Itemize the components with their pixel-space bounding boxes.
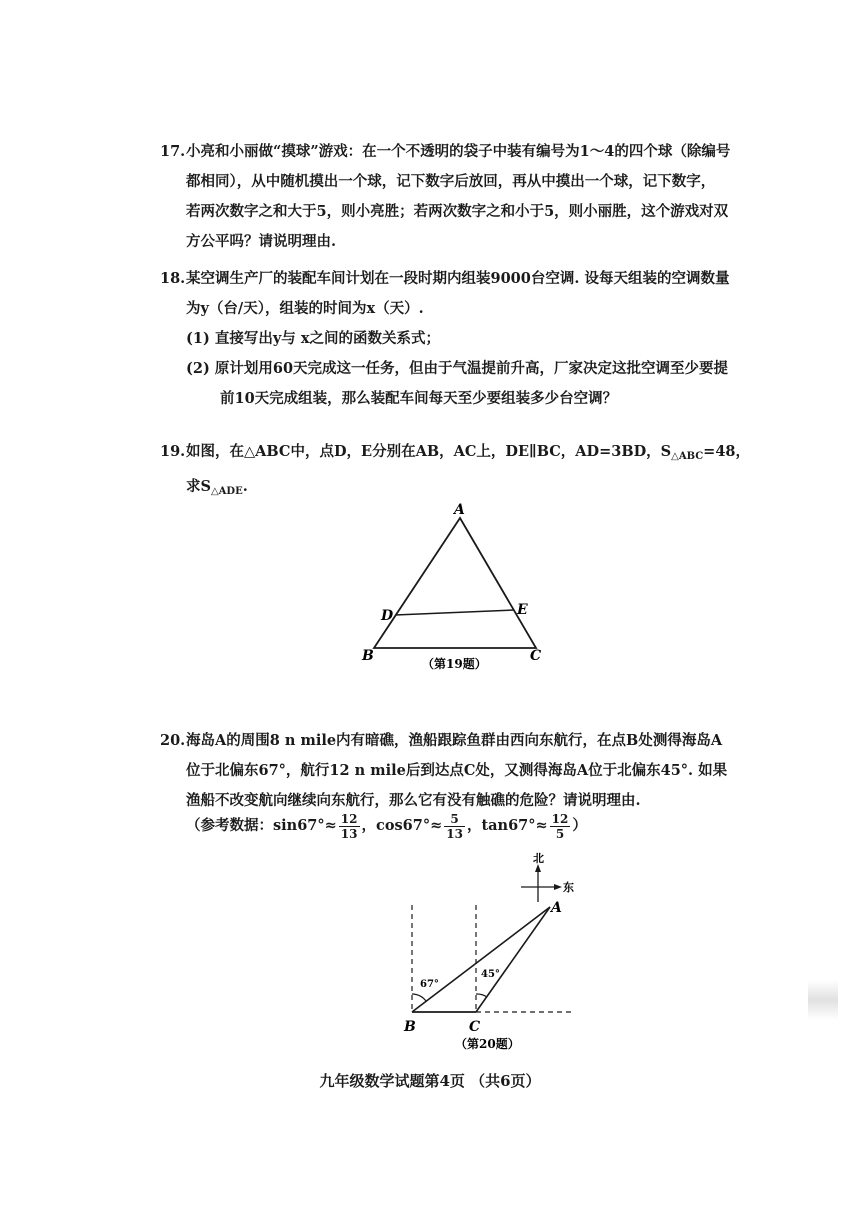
label-b: B — [404, 1019, 416, 1035]
question-18 — [160, 264, 760, 414]
question-text: 如图，在△ABC中，点D，E分别在AB，AC上，DE∥BC，AD=3BD，S — [186, 443, 672, 460]
question-text: 为y（台/天），组装的时间为x（天）. — [186, 300, 424, 317]
angle-arc-c — [476, 994, 487, 997]
question-number: 18. — [160, 270, 186, 287]
east-label: 东 — [563, 881, 574, 894]
sub-question-2-cont: 前10天完成组装，那么装配车间每天至少要组装多少台空调？ — [220, 390, 618, 407]
question-text: 海岛A的周围8 n mile内有暗礁，渔船跟踪鱼群由西向东航行，在点B处测得海岛A — [186, 732, 723, 749]
angle-b-label: 67° — [420, 979, 439, 990]
question-text: . — [242, 478, 248, 495]
fraction-tan: $\frac{12}{5}$ — [551, 811, 569, 841]
figure-19 — [350, 500, 560, 680]
reference-tan: ，tan67°≈ — [466, 817, 548, 834]
reference-prefix: （参考数据：sin67°≈ — [186, 817, 337, 834]
question-19 — [160, 437, 760, 507]
reference-cos: ，cos67°≈ — [361, 817, 443, 834]
question-text: 小亮和小丽做“摸球”游戏：在一个不透明的袋子中装有编号为1～4的四个球（除编号 — [186, 143, 731, 160]
question-text: =48， — [703, 443, 750, 460]
label-d: D — [381, 608, 394, 624]
question-text: 若两次数字之和大于5，则小亮胜；若两次数字之和小于5，则小丽胜，这个游戏对双 — [186, 203, 729, 220]
sub-question-2: (2) 原计划用60天完成这一任务，但由于气温提前升高，厂家决定这批空调至少要提 — [186, 360, 729, 377]
question-text: 位于北偏东67°，航行12 n mile后到达点C处，又测得海岛A位于北偏东45°. 如果 — [186, 762, 728, 779]
angle-arc-b — [412, 994, 426, 1001]
label-c: C — [530, 648, 542, 664]
triangle-abc — [374, 518, 536, 648]
label-b: B — [362, 648, 374, 664]
page-footer: 九年级数学试题第4页 （共6页） — [319, 1072, 541, 1090]
question-text: 渔船不改变航向继续向东航行，那么它有没有触礁的危险？请说明理由. — [186, 792, 641, 809]
north-label: 北 — [533, 852, 544, 865]
fraction-cos: $\frac{5}{13}$ — [446, 811, 463, 841]
sub-question-1: (1) 直接写出y与 x之间的函数关系式； — [186, 330, 440, 347]
subscript: △ABC — [671, 451, 704, 462]
question-17 — [160, 137, 760, 257]
question-text: 某空调生产厂的装配车间计划在一段时期内组装9000台空调. 设每天组装的空调数量 — [186, 270, 730, 287]
segment-de — [395, 610, 514, 615]
scan-artifact — [808, 980, 838, 1020]
reference-data — [186, 808, 786, 844]
question-number: 17. — [160, 143, 186, 160]
question-text: 方公平吗？请说明理由. — [186, 233, 337, 250]
reference-suffix: ） — [572, 817, 587, 834]
question-20 — [160, 726, 760, 816]
segment-ca — [476, 907, 550, 1012]
compass-icon — [521, 864, 562, 902]
figure-caption: （第20题） — [455, 1037, 520, 1051]
label-a: A — [551, 900, 562, 916]
figure-caption: （第19题） — [422, 657, 487, 671]
subscript: △ADE — [210, 486, 243, 497]
question-number: 20. — [160, 732, 186, 749]
angle-c-label: 45° — [481, 969, 500, 980]
question-text: 求S — [186, 478, 211, 495]
label-a: A — [454, 502, 465, 518]
segment-ba — [412, 907, 550, 1012]
question-text: 都相同），从中随机摸出一个球，记下数字后放回，再从中摸出一个球，记下数字， — [186, 173, 716, 190]
fraction-sin: $\frac{12}{13}$ — [340, 811, 358, 841]
question-number: 19. — [160, 443, 186, 460]
label-c: C — [469, 1019, 481, 1035]
figure-20 — [395, 850, 595, 1055]
label-e: E — [517, 602, 528, 618]
